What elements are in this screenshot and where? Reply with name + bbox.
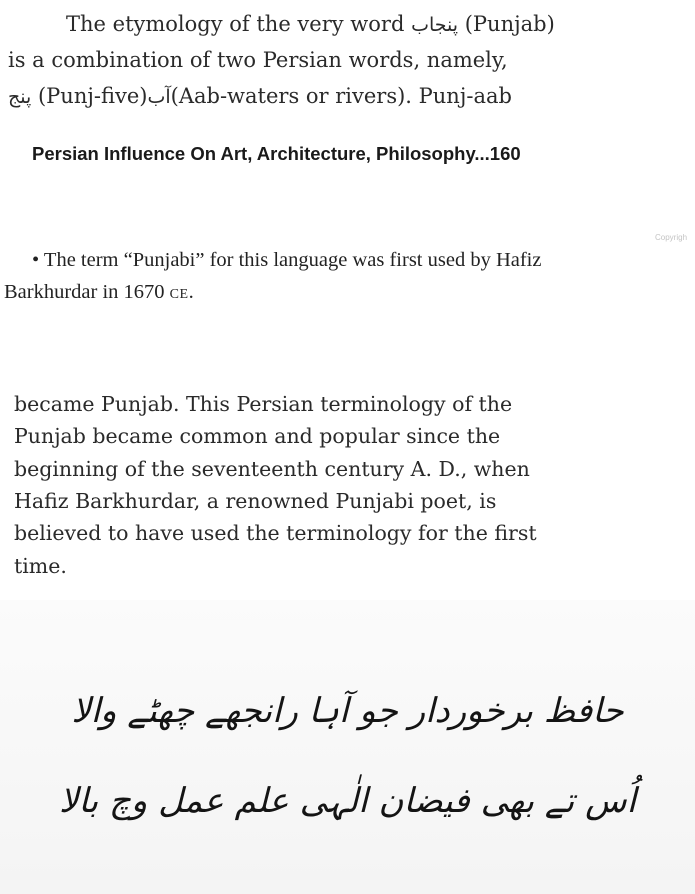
paragraph-line: Hafiz Barkhurdar, a renowned Punjabi poet, is <box>14 488 497 513</box>
bullet-note-line-2-text: Barkhurdar in 1670 <box>4 281 170 303</box>
urdu-word-punjab: پنجاب <box>411 14 459 36</box>
bullet-note-line-2-end: . <box>188 281 194 303</box>
paragraph-line: became Punjab. This Persian terminology of the <box>14 392 513 416</box>
bullet-note-line-1: • The term “Punjabi” for this language was first used by Hafiz <box>32 249 542 271</box>
etymology-line-2: is a combination of two Persian words, namely, <box>8 48 508 72</box>
etymology-line-1-end: (Punjab) <box>458 12 555 36</box>
bullet-note-line-2 <box>4 276 194 311</box>
book-title-footer: Persian Influence On Art, Architecture, Philosophy...160 <box>32 143 521 164</box>
urdu-word-aab: آب <box>147 86 171 108</box>
paragraph-line: believed to have used the terminology for the first <box>14 521 537 546</box>
etymology-line-3-mid: (Punj-five) <box>31 84 148 108</box>
etymology-line-1 <box>66 6 555 43</box>
copyright-watermark: Copyrigh <box>655 233 688 242</box>
era-abbreviation: CE <box>169 287 189 302</box>
urdu-verse-line-1: حافظ برخوردار جو آہا رانجھے چھٹے والا <box>71 691 624 731</box>
urdu-verse <box>0 600 695 894</box>
urdu-verse-line-2: اُس تے بھی فیضان الٰہی علم عمل وچ بالا <box>58 781 637 821</box>
etymology-line-3 <box>8 78 512 115</box>
etymology-line-1-text: The etymology of the very word <box>66 12 412 36</box>
paragraph-line: beginning of the seventeenth century A. D., when <box>14 456 530 481</box>
urdu-word-punj: پنج <box>8 86 32 108</box>
paragraph-line: Punjab became common and popular since the <box>14 424 501 449</box>
etymology-line-3-end: (Aab-waters or rivers). Punj-aab <box>170 84 512 108</box>
paragraph-line: time. <box>14 553 67 578</box>
etymology-paragraph <box>0 0 695 140</box>
